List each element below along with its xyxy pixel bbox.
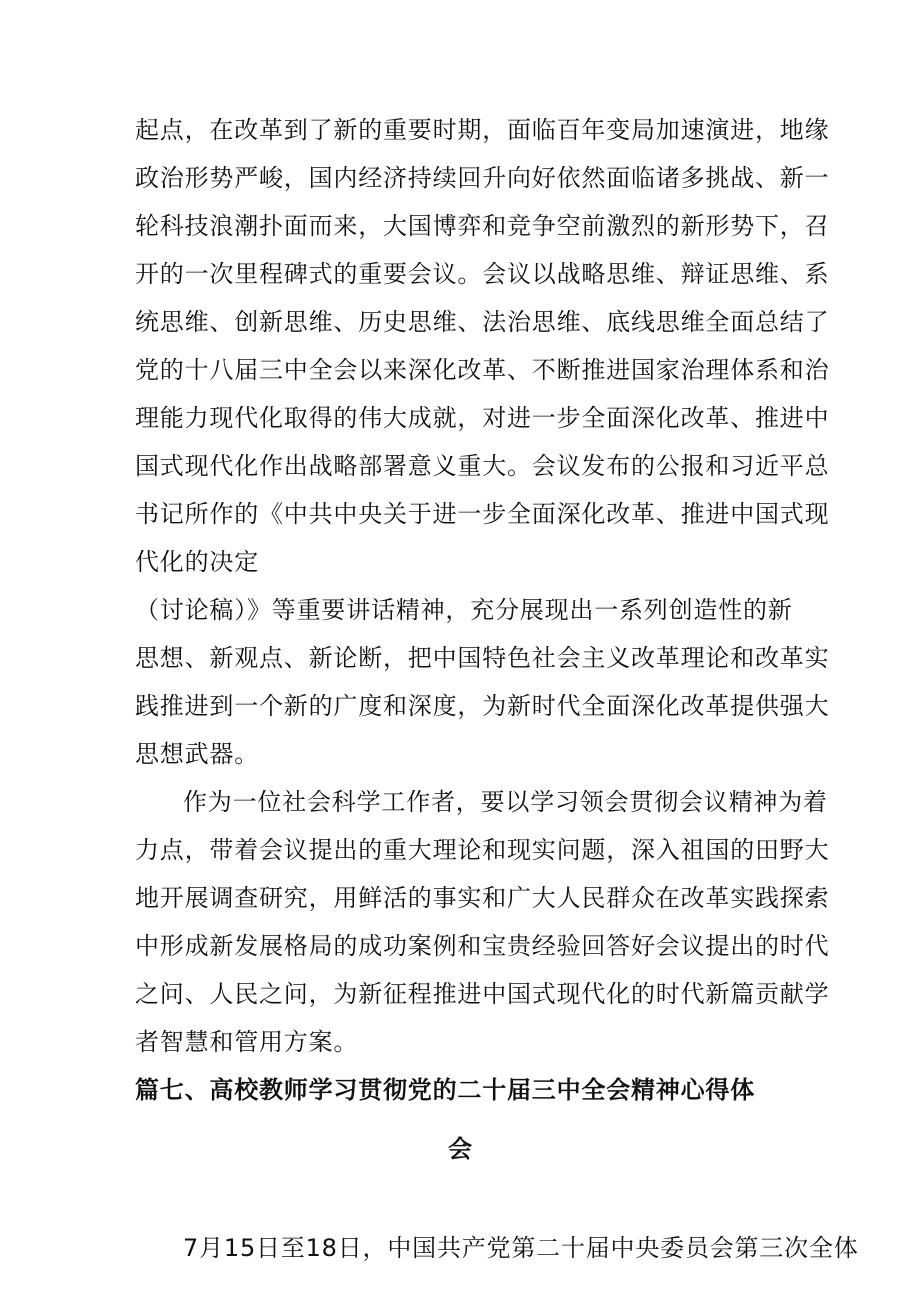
paragraph-1-line-3: 轮科技浪潮扑面而来，大国博弈和竞争空前激烈的新形势下，召 [135,212,830,240]
paragraph-2-line-5: 之问、人民之问，为新征程推进中国式现代化的时代新篇贡献学 [135,980,830,1008]
paragraph-1-line-2: 政治形势严峻，国内经济持续回升向好依然面临诸多挑战、新一 [135,164,830,192]
section-heading-line-2: 会 [448,1135,473,1163]
paragraph-1-line-11: （讨论稿）》等重要讲话精神，充分展现出一系列创造性的新 [135,596,793,624]
paragraph-1-line-4: 开的一次里程碑式的重要会议。会议以战略思维、辩证思维、系 [135,260,830,288]
paragraph-2-line-4: 中形成新发展格局的成功案例和宝贵经验回答好会议提出的时代 [135,932,830,960]
paragraph-1-line-6: 党的十八届三中全会以来深化改革、不断推进国家治理体系和治 [135,356,830,384]
paragraph-3-line-1: 7月15日至18日，中国共产党第二十届中央委员会第三次全体 [183,1234,859,1262]
paragraph-1-line-7: 理能力现代化取得的伟大成就，对进一步全面深化改革、推进中 [135,404,830,432]
paragraph-1-line-1: 起点，在改革到了新的重要时期，面临百年变局加速演进，地缘 [135,116,830,144]
paragraph-1-line-9: 书记所作的《中共中央关于进一步全面深化改革、推进中国式现 [135,500,830,528]
paragraph-1-line-14: 思想武器。 [135,740,259,768]
paragraph-2-line-2: 力点，带着会议提出的重大理论和现实问题，深入祖国的田野大 [135,836,830,864]
paragraph-2-line-6: 者智慧和管用方案。 [135,1028,359,1056]
paragraph-1-line-8: 国式现代化作出战略部署意义重大。会议发布的公报和习近平总 [135,452,830,480]
paragraph-1-line-5: 统思维、创新思维、历史思维、法治思维、底线思维全面总结了 [135,308,830,336]
paragraph-1-line-10: 代化的决定 [135,548,259,576]
paragraph-2-line-1: 作为一位社会科学工作者，要以学习领会贯彻会议精神为着 [183,788,828,816]
paragraph-1-line-12: 思想、新观点、新论断，把中国特色社会主义改革理论和改革实 [135,644,830,672]
paragraph-2-line-3: 地开展调查研究，用鲜活的事实和广大人民群众在改革实践探索 [135,884,830,912]
paragraph-1-line-13: 践推进到一个新的广度和深度，为新时代全面深化改革提供强大 [135,692,830,720]
section-heading-line-1: 篇七、高校教师学习贯彻党的二十届三中全会精神心得体 [135,1076,755,1104]
